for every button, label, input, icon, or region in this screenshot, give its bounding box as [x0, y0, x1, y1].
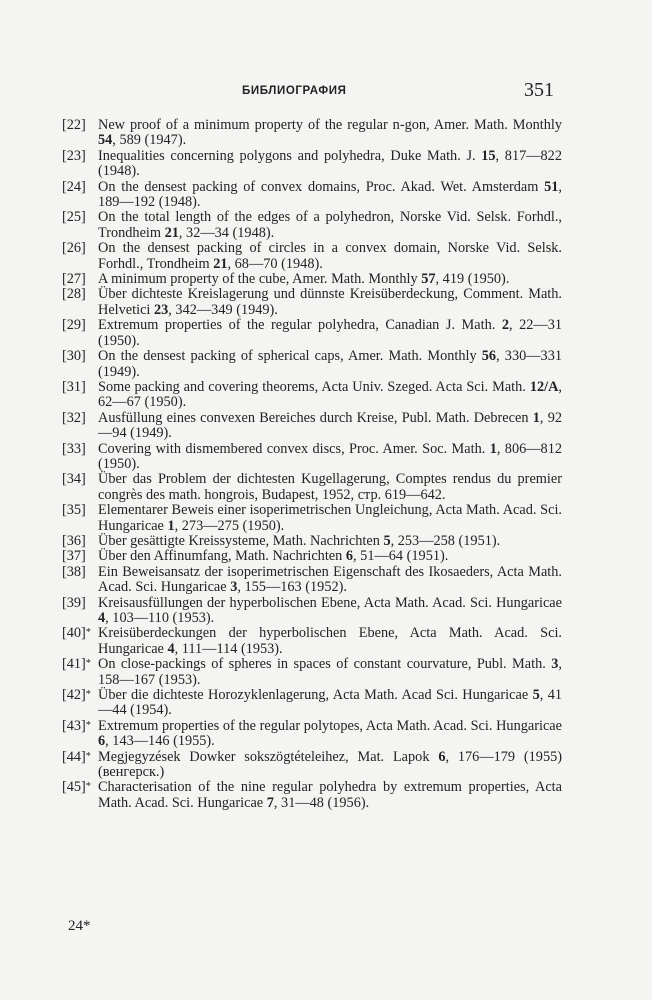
entry-number [62, 657, 91, 672]
bibliography-list [62, 118, 562, 811]
entry-number-label: [28] [62, 286, 86, 303]
entry-pages-year: , 41—44 (1954). [98, 687, 563, 719]
entry-volume: 5 [383, 532, 391, 549]
entry-star-mark: * [85, 627, 91, 639]
entry-text: Ein Beweisansatz der isoperimetrischen Eigenschaft des Ikosaeders, Acta Math. Acad. Sci. Hungaricae [98, 563, 562, 596]
entry-text: Über den Affinumfang, Math. Nachrichten [98, 548, 346, 565]
entry-number [62, 210, 86, 225]
entry-text: New proof of a minimum property of the regular n-gon, Amer. Math. Monthly [98, 117, 562, 133]
entry-number-label: [44] [62, 748, 86, 765]
page-header [0, 78, 652, 106]
entry-pages-year: , 22—31 (1950). [98, 317, 562, 349]
entry-text: On close-packings of spheres in spaces of constant courvature, Publ. Math. [98, 656, 552, 673]
entry-number [62, 287, 86, 302]
entry-volume: 5 [532, 687, 540, 704]
entry-pages-year: , 68—70 (1948). [227, 255, 323, 272]
entry-text: On the densest packing of spherical caps, Amer. Math. Monthly [98, 348, 482, 365]
entry-number-label: [22] [62, 117, 86, 133]
entry-text: Covering with dismembered convex discs, Proc. Amer. Soc. Math. [98, 440, 490, 457]
entry-pages-year: , 143—146 (1955). [105, 733, 215, 750]
running-head: БИБЛИОГРАФИЯ [242, 85, 347, 97]
entry-number-label: [38] [62, 563, 86, 580]
entry-number [62, 549, 86, 564]
bibliography-entry [62, 241, 562, 272]
entry-number [62, 318, 86, 333]
bibliography-entry [62, 565, 562, 596]
entry-star-mark: * [85, 689, 91, 701]
entry-number [62, 442, 86, 457]
entry-number [62, 411, 86, 426]
entry-number-label: [43] [62, 717, 86, 734]
entry-number-label: [30] [62, 348, 86, 365]
entry-number-label: [35] [62, 502, 86, 519]
entry-number-label: [36] [62, 532, 86, 549]
entry-text: Elementarer Beweis einer isoperimetrischen Ungleichung, Acta Math. Acad. Sci. Hungaricae [98, 502, 562, 534]
bibliography-entry [62, 719, 562, 750]
bibliography-entry [62, 287, 562, 318]
entry-pages-year: , 92—94 (1949). [98, 409, 562, 442]
entry-pages-year: , 31—48 (1956). [273, 794, 370, 811]
entry-volume: 15 [481, 147, 496, 164]
page-number: 351 [524, 79, 554, 101]
entry-volume: 54 [98, 132, 113, 149]
entry-volume: 6 [98, 733, 106, 750]
entry-number [62, 596, 86, 611]
entry-volume: 1 [489, 440, 497, 457]
entry-pages-year: , 189—192 (1948). [98, 178, 562, 211]
entry-number [62, 719, 91, 734]
entry-text: On the densest packing of convex domains, Proc. Akad. Wet. Amsterdam [98, 178, 545, 195]
entry-text: Über das Problem der dichtesten Kugellagerung, Comptes rendus du premier congrès des math. hongrois, Budapest, 1952, стр. 619—642. [98, 471, 562, 503]
entry-pages-year: , 589 (1947). [112, 132, 187, 149]
entry-number [62, 534, 86, 549]
entry-pages-year: , 273—275 (1950). [174, 517, 285, 534]
entry-text: Extremum properties of the regular polytopes, Acta Math. Acad. Sci. Hungaricae [98, 717, 562, 734]
bibliography-entry [62, 118, 562, 149]
entry-pages-year: , 806—812 (1950). [98, 440, 562, 472]
entry-text: Über dichteste Kreislagerung und dünnste Kreisüberdeckung, Comment. Math. Helvetici [98, 286, 562, 318]
entry-volume: 3 [551, 656, 559, 673]
bibliography-entry [62, 318, 562, 349]
bibliography-entry [62, 149, 562, 180]
entry-pages-year: , 253—258 (1951). [390, 532, 501, 549]
entry-number [62, 503, 86, 518]
entry-number [62, 780, 91, 795]
entry-pages-year: , 155—163 (1952). [237, 579, 347, 596]
entry-text: Über die dichteste Horozyklenlagerung, Acta Math. Acad Sci. Hungaricae [98, 687, 533, 704]
entry-text: Kreisausfüllungen der hyperbolischen Ebene, Acta Math. Acad. Sci. Hungaricae [98, 594, 562, 611]
entry-text: Some packing and covering theorems, Acta Univ. Szeged. Acta Sci. Math. [98, 378, 530, 395]
entry-text: Megjegyzések Dowker sokszögtételeihez, Mat. Lapok [98, 748, 439, 765]
bibliography-entry [62, 549, 562, 564]
entry-star-mark: * [85, 658, 91, 670]
bibliography-entry [62, 210, 562, 241]
entry-volume: 51 [544, 178, 559, 195]
entry-pages-year: , 51—64 (1951). [353, 548, 449, 565]
entry-number-label: [34] [62, 471, 86, 488]
signature-mark: 24* [68, 918, 91, 934]
entry-volume: 23 [153, 301, 169, 318]
bibliography-entry [62, 442, 562, 473]
entry-text: Extremum properties of the regular polyhedra, Canadian J. Math. [98, 317, 502, 334]
entry-number [62, 149, 86, 164]
entry-text: On the total length of the edges of a polyhedron, Norske Vid. Selsk. Forhdl., Trondheim [98, 209, 562, 241]
entry-volume: 4 [167, 640, 175, 657]
entry-number-label: [24] [62, 178, 86, 195]
entry-number [62, 688, 91, 703]
entry-number [62, 241, 86, 256]
entry-number [62, 565, 86, 580]
entry-volume: 4 [98, 610, 106, 626]
bibliography-entry [62, 626, 562, 657]
bibliography-entry [62, 780, 562, 811]
entry-volume: 7 [266, 794, 274, 811]
entry-number-label: [42] [62, 687, 86, 704]
entry-pages-year: , 32—34 (1948). [178, 224, 275, 241]
entry-number-label: [29] [62, 317, 86, 334]
entry-text: Characterisation of the nine regular polyhedra by extremum properties, Acta Math. Acad. Sci. Hungaricae [98, 779, 562, 811]
entry-volume: 6 [345, 548, 354, 565]
entry-number-label: [37] [62, 548, 86, 565]
entry-number [62, 472, 86, 487]
entry-volume: 57 [421, 271, 436, 288]
bibliography-entry [62, 472, 562, 503]
entry-number-label: [23] [62, 147, 86, 164]
entry-text: Inequalities concerning polygons and polyhedra, Duke Math. J. [98, 147, 482, 164]
entry-number-label: [45] [62, 779, 86, 796]
entry-number-label: [40] [62, 625, 86, 642]
entry-number-label: [39] [62, 594, 86, 611]
entry-volume: 1 [167, 517, 175, 534]
entry-star-mark: * [85, 719, 91, 731]
entry-number-label: [27] [62, 271, 86, 288]
entry-pages-year: , 103—110 (1953). [105, 610, 215, 626]
entry-number [62, 380, 86, 395]
bibliography-entry [62, 411, 562, 442]
entry-star-mark: * [85, 781, 91, 793]
entry-volume: 2 [501, 317, 509, 334]
entry-number-label: [32] [62, 409, 86, 426]
entry-volume: 21 [213, 255, 228, 272]
bibliography-entry [62, 380, 562, 411]
entry-number [62, 118, 86, 133]
entry-volume: 12/A [529, 378, 559, 395]
entry-volume: 21 [164, 224, 179, 241]
bibliography-entry [62, 750, 562, 781]
entry-volume: 1 [532, 409, 540, 426]
entry-text: Über gesättigte Kreissysteme, Math. Nachrichten [98, 532, 384, 549]
entry-number-label: [26] [62, 240, 86, 257]
entry-number-label: [41] [62, 656, 86, 673]
entry-text: A minimum property of the cube, Amer. Math. Monthly [98, 271, 422, 288]
bibliography-entry [62, 503, 562, 534]
entry-pages-year: , 342—349 (1949). [168, 301, 278, 318]
entry-text: On the densest packing of circles in a convex domain, Norske Vid. Selsk. Forhdl., Trondheim [98, 240, 562, 272]
entry-pages-year: , 817—822 (1948). [98, 147, 562, 180]
entry-pages-year: , 176—179 (1955) (венгерск.) [98, 748, 563, 781]
entry-volume: 56 [481, 348, 497, 365]
bibliography-entry [62, 657, 562, 688]
bibliography-entry [62, 596, 562, 627]
entry-number [62, 180, 86, 195]
entry-number-label: [33] [62, 440, 86, 457]
entry-pages-year: , 111—114 (1953). [174, 640, 283, 657]
entry-number [62, 626, 91, 641]
entry-volume: 6 [438, 748, 446, 765]
entry-volume: 3 [230, 579, 238, 596]
entry-text: Kreisüberdeckungen der hyperbolischen Ebene, Acta Math. Acad. Sci. Hungaricae [98, 625, 562, 657]
entry-text: Ausfüllung eines convexen Bereiches durch Kreise, Publ. Math. Debrecen [98, 409, 533, 426]
entry-number [62, 750, 91, 765]
bibliography-entry [62, 349, 562, 380]
entry-pages-year: , 330—331 (1949). [98, 348, 562, 380]
entry-pages-year: , 419 (1950). [435, 271, 510, 288]
entry-pages-year: , 62—67 (1950). [98, 378, 562, 411]
entry-number [62, 272, 86, 287]
entry-pages-year: , 158—167 (1953). [98, 656, 562, 688]
entry-number [62, 349, 86, 364]
entry-number-label: [25] [62, 209, 86, 226]
bibliography-entry [62, 180, 562, 211]
entry-number-label: [31] [62, 378, 86, 395]
bibliography-entry [62, 688, 562, 719]
entry-star-mark: * [85, 750, 91, 762]
